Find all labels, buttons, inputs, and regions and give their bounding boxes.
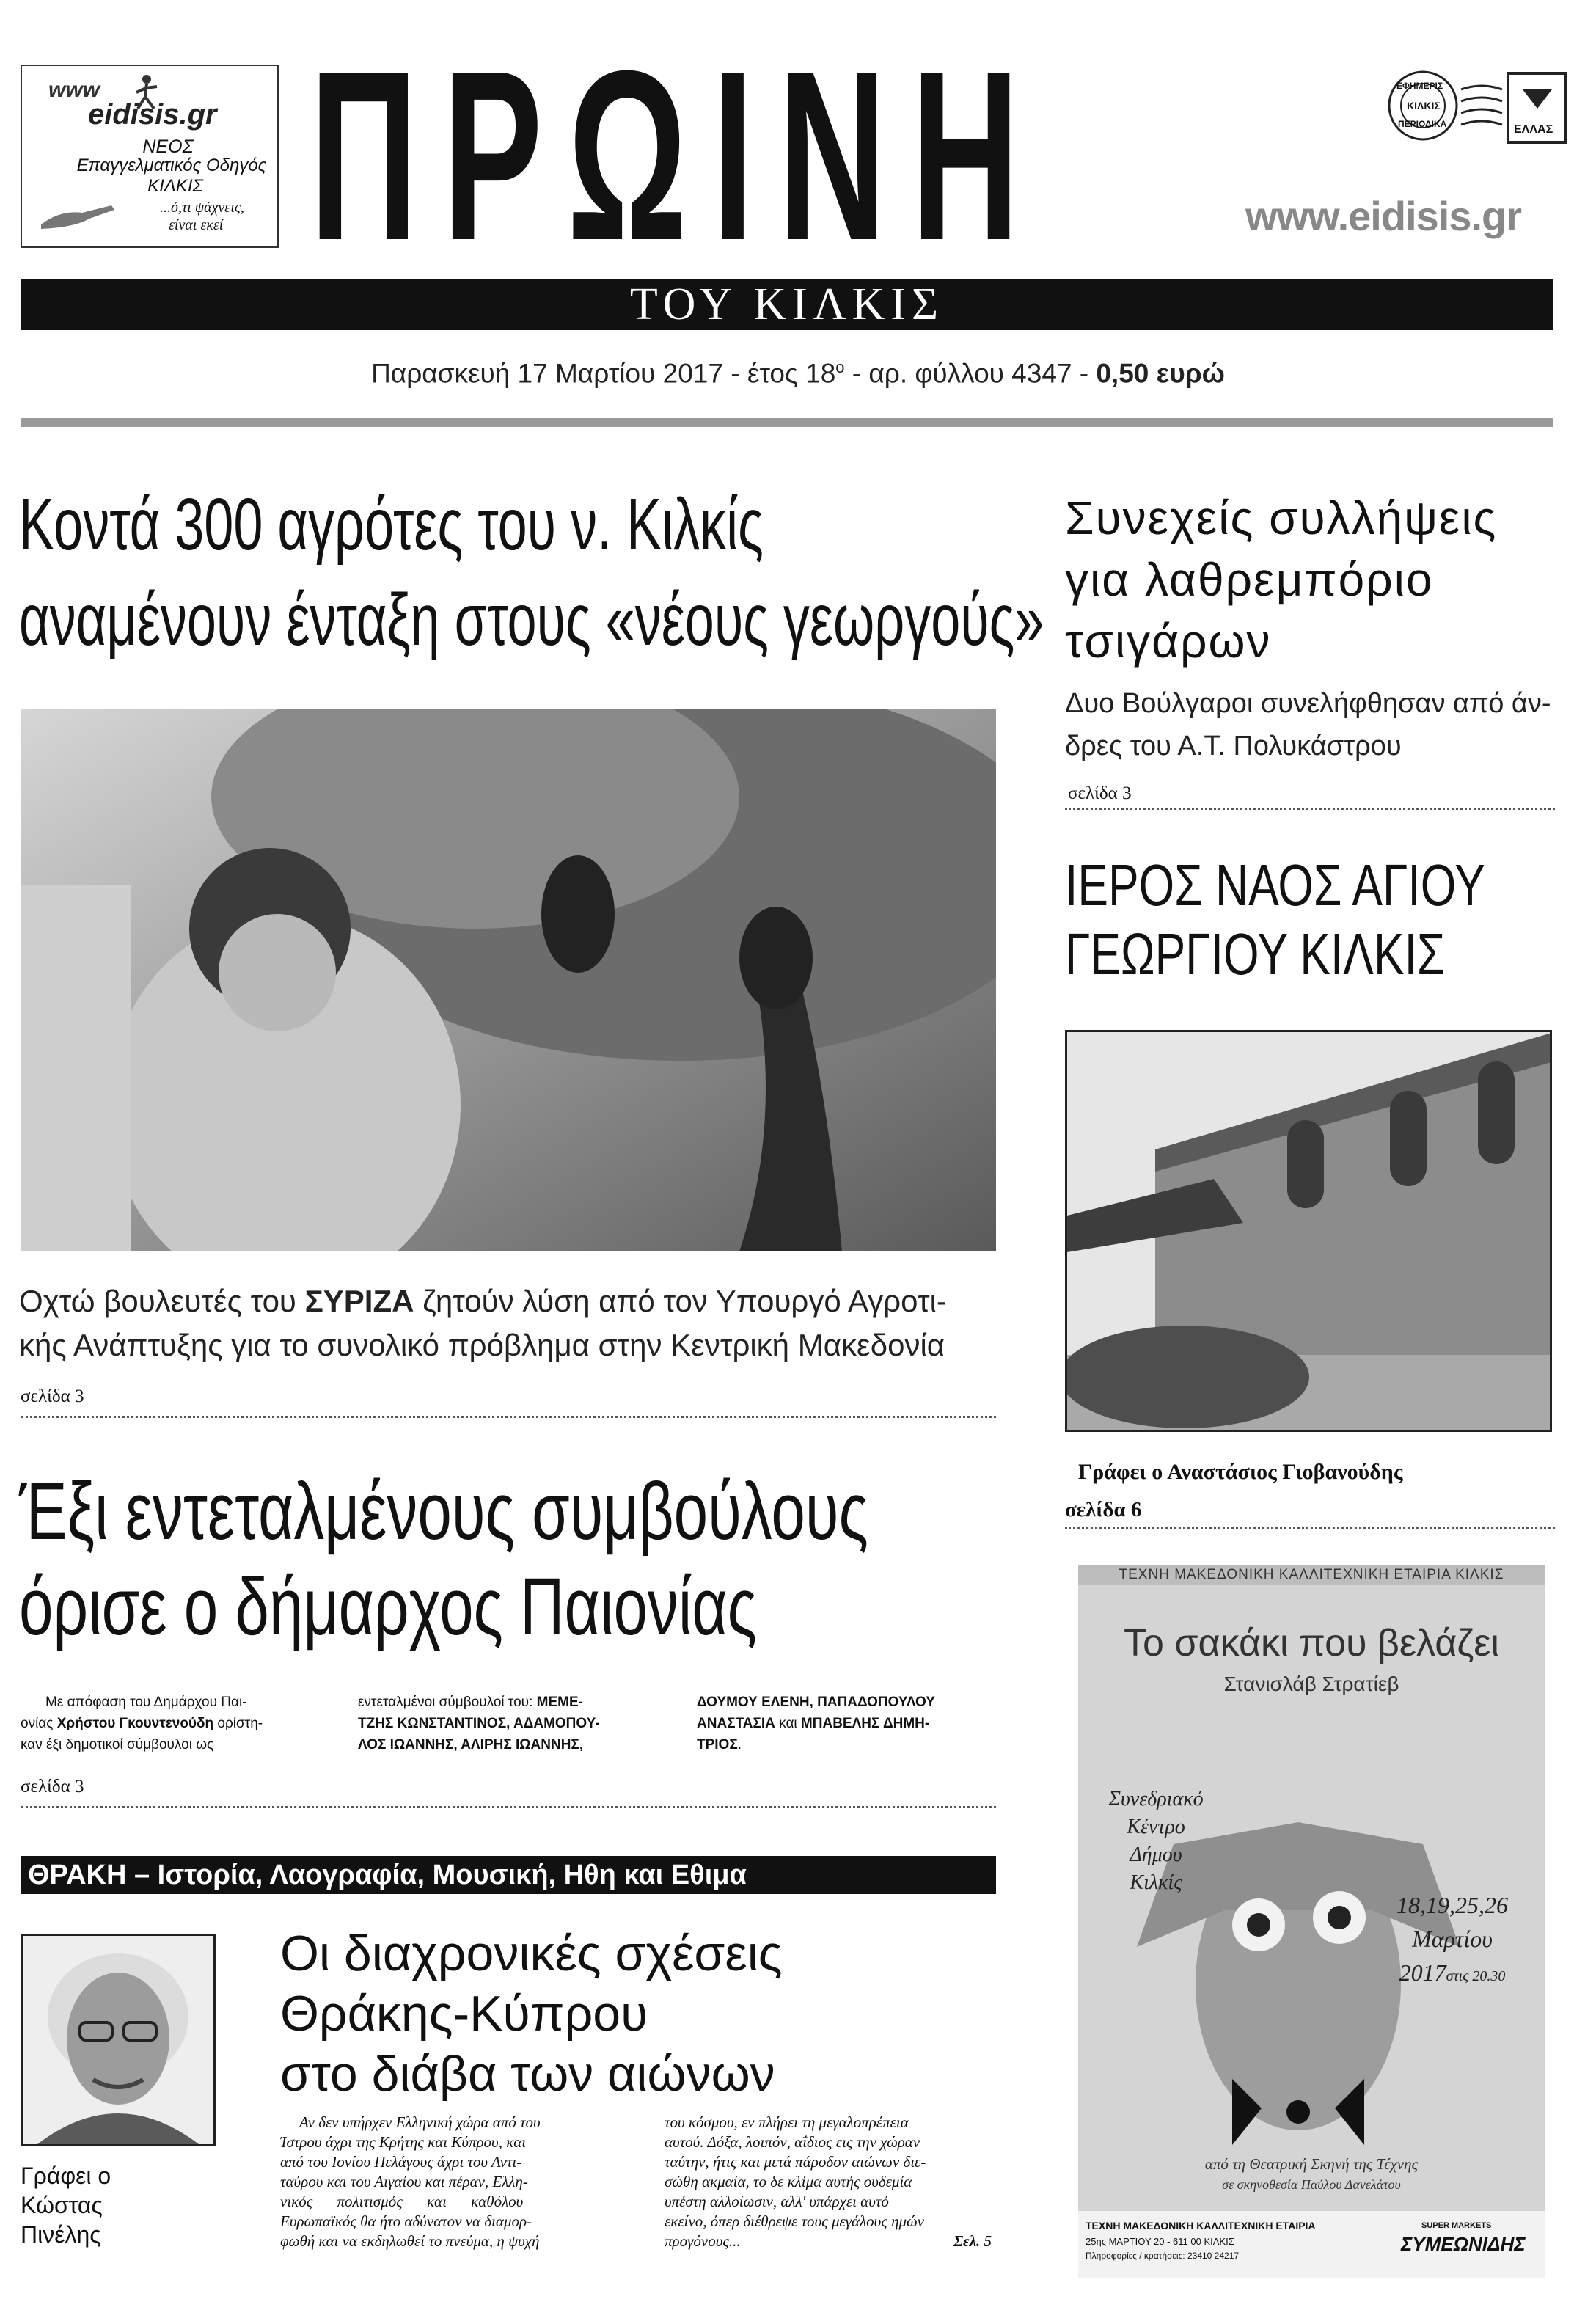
stamp-line-1: ΕΦΗΜΕΡΙΣ	[1396, 81, 1443, 91]
thrace-banner: ΘΡΑΚΗ – Ιστορία, Λαογραφία, Μουσική, Ηθη και Εθιμα	[21, 1856, 996, 1894]
masthead-title: ΠΡΩΙΝΗ	[310, 53, 1044, 258]
masthead-rule	[21, 418, 1553, 427]
theatre-ad[interactable]	[1078, 1565, 1545, 2278]
side-story-1-page-ref[interactable]: σελίδα 3	[1065, 783, 1555, 810]
thrace-page-ref[interactable]: Σελ. 5	[953, 2232, 992, 2250]
masthead-website[interactable]: www.eidisis.gr	[1245, 193, 1522, 239]
church-photo	[1065, 1030, 1552, 1432]
second-story-col-3: ΔΟΥΜΟΥ ΕΛΕΝΗ, ΠΑΠΑΔΟΠΟΥΛΟΥ ΑΝΑΣΤΑΣΙΑ και ΜΠΑΒΕΛΗΣ ΔΗΜΗ- ΤΡΙΟΣ.	[697, 1695, 935, 1752]
corner-ad-line1: ΝΕΟΣ	[142, 136, 194, 157]
hand-icon	[38, 195, 126, 232]
theatre-ad-venue: Συνεδριακό Κέντρο Δήμου Κιλκίς	[1108, 1788, 1204, 1894]
stamp-line-3: ΠΕΡΙΟΔΙΚΑ	[1398, 119, 1447, 129]
theatre-ad-footer-org: ΤΕΧΝΗ ΜΑΚΕΔΟΝΙΚΗ ΚΑΛΛΙΤΕΧΝΙΚΗ ΕΤΑΙΡΙΑ	[1086, 2220, 1316, 2232]
corner-ad-www: www	[48, 78, 100, 102]
thrace-byline: Γράφει ο Κώστας Πινέλης	[21, 2163, 111, 2248]
stamp-line-2: ΚΙΛΚΙΣ	[1407, 100, 1441, 112]
corner-ad-tagline2: είναι εκεί	[169, 217, 224, 233]
masthead-subtitle-bar	[21, 279, 1553, 330]
thrace-col-2: του κόσμου, εν πλήρει τη μεγαλοπρέπεια αυτού. Δόξα, λοιπόν, αΐδιος εις την χώραν ταύτην, ήτις και μετά πάροδον αιώνων διε- σώθη ακμαία, το δε κλίμα αυτής ουδεμία υπέστη αλλοίωσιν, αλλ' υπάρχει αυτό εκείνο, όπερ διέθρεψε τους μεγάλους ημών προγόνους... Σελ. 5	[665, 2113, 992, 2250]
second-story-col-1: Με απόφαση του Δημάρχου Παι- ονίας Χρήστου Γκουντενούδη ορίστη- καν έξι δημοτικοί σύμβουλοι ως	[21, 1695, 263, 1752]
thrace-headline[interactable]: Οι διαχρονικές σχέσεις Θράκης-Κύπρου στο διάβα των αιώνων	[280, 1926, 783, 2102]
thrace-col-1: Αν δεν υπήρχεν Ελληνική χώρα από του Ίστρου άχρι της Κρήτης και Κύπρου, και από του Ιονίου Πελάγους άχρι του Αντι- ταύρου και του Αιγαίου και πέραν, Ελλη- νικός πολιτισμός και καθόλου Ευρωπαϊκός θα ήτο αδύνατον να διαμορ- φωθή και να εκδηλωθεί το πνεύμα, η ψυχή	[280, 2113, 541, 2250]
lead-headline[interactable]: Κοντά 300 αγρότες του ν. Κιλκίς αναμένουν ένταξη στους «νέους γεωργούς»	[19, 483, 1044, 661]
lead-summary: Οχτώ βουλευτές του ΣΥΡΙΖΑ ζητούν λύση από τον Υπουργό Αγροτι- κής Ανάπτυξης για το συνολικό πρόβλημα στην Κεντρική Μακεδονία	[19, 1284, 947, 1362]
theatre-ad-credit-1: από τη Θεατρική Σκηνή της Τέχνης	[1204, 2155, 1419, 2173]
stamp-right-text: ΕΛΛΑΣ	[1514, 123, 1553, 136]
author-portrait	[21, 1934, 216, 2146]
corner-ad-tagline1: ...ό,τι ψάχνεις,	[160, 200, 244, 216]
sponsor-logo: ΣΥΜΕΩΝΙΔΗΣ	[1401, 2233, 1526, 2255]
theatre-ad-dates: 18,19,25,26 Μαρτίου 2017στις 20.30	[1396, 1892, 1508, 1986]
second-story-col-2: εντεταλμένοι σύμβουλοί του: ΜΕΜΕ- ΤΖΗΣ ΚΩΝΣΤΑΝΤΙΝΟΣ, ΑΔΑΜΟΠΟΥ- ΛΟΣ ΙΩΑΝΝΗΣ, ΑΛΙΡΗΣ ΙΩΑΝΝΗΣ,	[358, 1695, 600, 1752]
corner-ad-line2: Επαγγελματικός Οδηγός	[76, 156, 267, 175]
second-story-page-ref[interactable]: σελίδα 3	[21, 1777, 996, 1808]
corner-ad[interactable]	[21, 65, 279, 248]
sponsor-logo-top: SUPER MARKETS	[1421, 2221, 1492, 2230]
side-story-1-summary: Δυο Βούλγαροι συνελήφθησαν από άν- δρες του Α.Τ. Πολυκάστρου	[1065, 688, 1551, 761]
lead-photo-vineyard	[21, 709, 996, 1251]
masthead-subtitle: ΤΟΥ ΚΙΛΚΙΣ	[629, 279, 945, 329]
second-headline[interactable]: Έξι εντεταλμένους συμβούλους όρισε ο δήμαρχος Παιονίας	[19, 1466, 868, 1652]
theatre-ad-footer-phone: Πληροφορίες / κρατήσεις: 23410 24217	[1086, 2251, 1240, 2261]
corner-ad-line3: ΚΙΛΚΙΣ	[147, 176, 203, 196]
side-story-2-headline[interactable]: ΙΕΡΟΣ ΝΑΟΣ ΑΓΙΟΥ ΓΕΩΡΓΙΟΥ ΚΙΛΚΙΣ	[1065, 852, 1485, 987]
dateline: Παρασκευή 17 Μαρτίου 2017 - έτος $18^o$ - αρ. φύλλου 4347 - 0,50 ευρώ	[371, 358, 1225, 389]
side-story-1-headline[interactable]: Συνεχείς συλλήψεις για λαθρεμπόριο τσιγάρων	[1065, 491, 1498, 668]
theatre-ad-header: ΤΕΧΝΗ ΜΑΚΕΔΟΝΙΚΗ ΚΑΛΛΙΤΕΧΝΙΚΗ ΕΤΑΙΡΙΑ ΚΙΛΚΙΣ	[1119, 1567, 1504, 1582]
side-story-2-page-ref[interactable]: σελίδα 6	[1065, 1498, 1555, 1529]
lead-page-ref[interactable]: σελίδα 3	[21, 1386, 996, 1418]
corner-ad-site: eidisis.gr	[88, 98, 217, 131]
postage-stamp	[1379, 67, 1570, 148]
side-story-2-byline: Γράφει ο Αναστάσιος Γιοβανούδης	[1078, 1460, 1403, 1484]
theatre-ad-footer-addr: 25ης ΜΑΡΤΙΟΥ 20 - 611 00 ΚΙΛΚΙΣ	[1086, 2236, 1234, 2247]
theatre-ad-title: Το σακάκι που βελάζει	[1124, 1622, 1499, 1664]
theatre-ad-credit-2: σε σκηνοθεσία Παύλου Δανελάτου	[1222, 2177, 1401, 2192]
theatre-ad-author: Στανισλάβ Στρατίεβ	[1223, 1673, 1399, 1695]
